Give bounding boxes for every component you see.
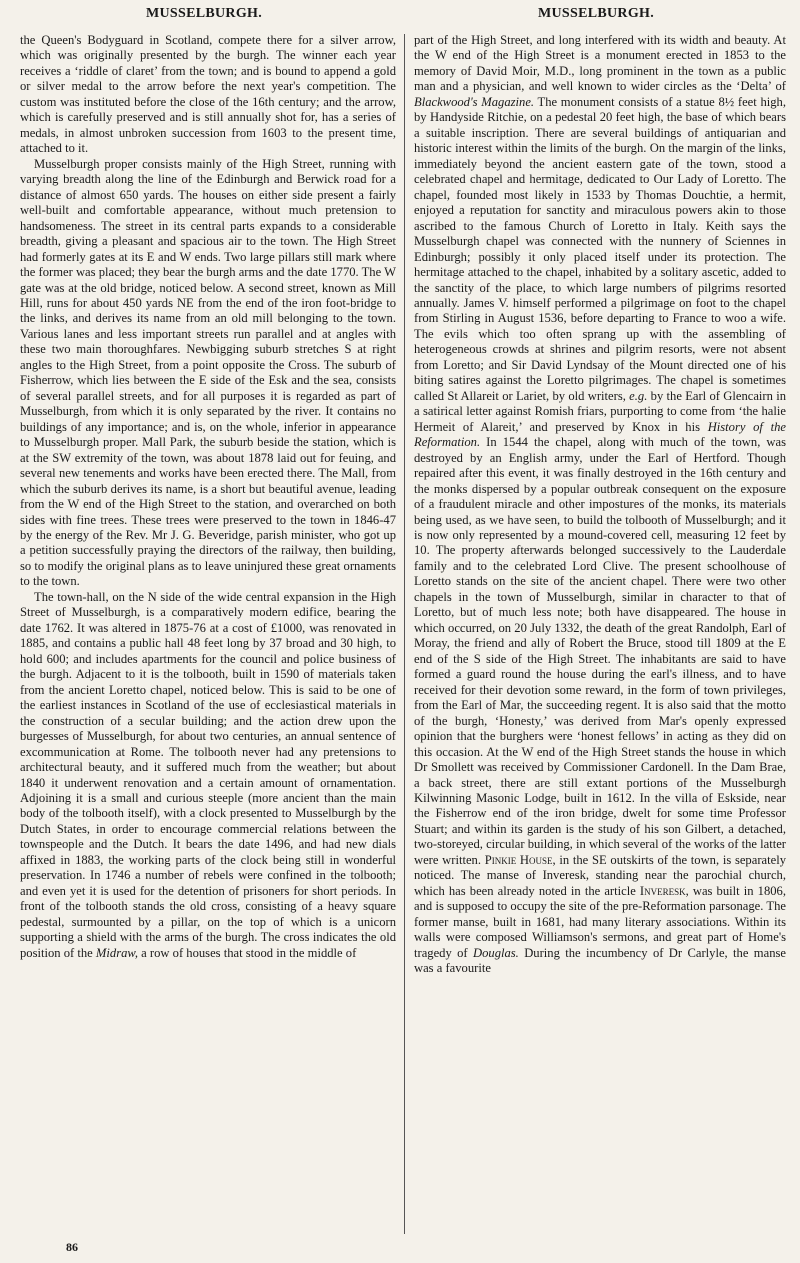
left-column [20, 33, 396, 1239]
page-number: 86 [66, 1240, 78, 1254]
paragraph: Musselburgh proper consists mainly of the High Street, running with varying breadth along the line of the Edinburgh and Berwick road for a distance of almost 650 yards. The houses on either side present a fairly well-built and comfortable appearance, without much pretension to handsomeness. The street in its central parts expands to a considerable breadth, giving a pleasant and spacious air to the town. The High Street had formerly gates at its E and W ends. Two large pillars still mark where the former was placed; they bear the burgh arms and the date 1770. The W gate was at the old bridge, noticed below. A second street, known as Mill Hill, runs for about 450 yards NE from the end of the iron foot-bridge to the links, and derives its name from an old mill belonging to the town. Various lanes and less important streets run parallel and at angles with these two main thoroughfares. Newbigging suburb stretches S at right angles to the High Street, from a point opposite the Cross. The suburb of Fisherrow, which lies between the E side of the Esk and the sea, consists of several parallel streets, and for all purposes it is regarded as part of Musselburgh, from which it is only separated by the river. It contains no buildings of any importance; and is, on the whole, inferior in appearance to Musselburgh proper. Mall Park, the suburb beside the station, which is at the SW extremity of the town, was about 1878 laid out for feuing, and several new tenements and works have been erected there. The Mall, from which the suburb derives its name, is a short but beautiful avenue, leading from the W end of the High Street to the station, and overarched on both sides with fine trees. These trees were preserved to the town in 1846-47 by the energy of the Rev. Mr J. G. Beveridge, parish minister, who got up a petition successfully praying the directors of the railway, then building, so to modify the original plans as to leave uninjured these great ornaments to the town. [20, 156, 396, 589]
paragraph-text: During the incumbency of Dr Carlyle, the manse was a favourite [414, 945, 786, 976]
small-caps-term: Inveresk, [639, 883, 689, 898]
column-divider [404, 34, 405, 1234]
small-caps-term: Pinkie House, [484, 852, 556, 867]
header-right-title: MUSSELBURGH. [538, 6, 655, 21]
italic-term: Midraw, [95, 945, 139, 960]
paragraph-text: by the Earl of Glencairn in a satirical letter against Romish friars, purporting to come from ‘the halie Hermeit of Alareit,’ and preserved by Knox in his [414, 388, 786, 434]
running-header [0, 6, 800, 28]
paragraph-text: part of the High Street, and long interfered with its width and beauty. At the W end of the High Street is a monument erected in 1853 to the memory of David Moir, M.D., long prominent in the town as a public man and a physician, and well known to wider circles as the ‘Delta’ of [414, 33, 786, 94]
paragraph-text: a row of houses that stood in the middle of [138, 945, 357, 960]
paragraph-text: The town-hall, on the N side of the wide central expansion in the High Street of Musselburgh, is a comparatively modern edifice, bearing the date 1762. It was altered in 1875-76 at a cost of £1000, was renovated in 1885, and contains a public hall 48 feet long by 37 broad and 30 high, to hold 600; and includes apartments for the council and police business of the burgh. Adjacent to it is the tolbooth, built in 1590 of materials taken from the ancient Loretto chapel, noticed below. This is said to be one of the earliest instances in Scotland of the use of ecclesiastical materials in the construction of a secular building; and the action drew upon the burgesses of Musselburgh, for about two centuries, an annual sentence of excommunication at Rome. The tolbooth never had any pretensions to architectural beauty, and it suffered much from the weather; but about 1840 it underwent renovation and a certain amount of ornamentation. Adjoining it is a small and curious steeple (more ancient than the main body of the tolbooth itself), with a clock presented to Musselburgh by the Dutch States, in order to encourage commercial relations between the townspeople and the Dutch. It bears the date 1496, and had new dials affixed in 1883, the working parts of the clock being still in wonderful preservation. In 1746 a number of rebels were confined in the tolbooth; and even yet it is used for the detention of prisoners for short periods. In front of the tolbooth stands the old cross, consisting of a heavy square pedestal, surmounted by a pillar, on the top of which is a unicorn supporting a shield with the arms of the burgh. The cross indicates the old position of the [20, 589, 396, 960]
paragraph-text: in the SE outskirts of the town, is separately noticed. The manse of Inveresk, standing near the parochial church, which has been already noted in the article [414, 852, 786, 898]
paragraph [414, 33, 786, 977]
right-column [414, 33, 786, 1239]
paragraph-text: was built in 1806, and is supposed to occupy the site of the pre-Reformation parsonage. The former manse, built in 1681, had many literary associations. Within its walls were composed Williamson's sermons, and great part of Home's tragedy of [414, 883, 786, 960]
paragraph-text: The monument consists of a statue 8½ feet high, by Handyside Ritchie, on a pedestal 20 feet high, the base of which bears a suitable inscription. There are several buildings of antiquarian and historic interest within the limits of the burgh. On the margin of the links, immediately beyond the ancient eastern gate of the town, stood a celebrated chapel and hermitage, dedicated to Our Lady of Loretto. The chapel, founded most likely in 1533 by Thomas Douchtie, a hermit, enjoyed a reputation for sanctity and miraculous powers akin to those ascribed to the famous Church of Loretto in Italy. Keith says the Musselburgh chapel was connected with the nunnery of Sciennes in Edinburgh; possibly it only placed itself under its protection. The hermitage attached to the chapel, inhabited by a solitary ascetic, added to the sanctity of the place, to which large numbers of pilgrims resorted annually. James V. himself performed a pilgrimage on foot to the chapel from Stirling in August 1536, before departing to France to woo a wife. The evils which too often sprang up with the assembling of heterogeneous crowds at shrines and pilgrim resorts, were not absent from Loretto; and Sir David Lyndsay of the Mount directed one of his biting satires against the Loretto pilgrimages. The chapel is sometimes called St Allareit or Lariet, by old writers, [414, 94, 786, 403]
italic-term: History of the Reformation. [414, 419, 786, 450]
italic-term: Blackwood's Magazine. [414, 94, 535, 109]
paragraph [20, 590, 396, 961]
italic-term: e.g. [629, 388, 648, 403]
italic-term: Douglas. [473, 945, 519, 960]
header-left-title: MUSSELBURGH. [146, 6, 263, 21]
paragraph-text: In 1544 the chapel, along with much of the town, was destroyed by an English army, under the Earl of Hertford. Though repaired after this event, it was finally destroyed in the 16th century and the monks dispersed by a popular outbreak consequent on the exposure of a fraudulent miracle and other impostures of the monks, its materials being used, as we have seen, to build the tolbooth of Musselburgh; and it is now only represented by a mound-covered cell, measuring 12 feet by 10. The property afterwards belonged successively to the Lauderdale family and to the celebrated Lord Clive. The present schoolhouse of Loretto stands on the site of the ancient chapel. There were two other chapels in the town of Musselburgh, similar in character to that of Loretto, but of much less note; both have disappeared. The house in which occurred, on 20 July 1332, the death of the great Randolph, Earl of Moray, the friend and ally of Robert the Bruce, stood till 1809 at the E end of the S side of the High Street. The inhabitants are said to have formed a guard round the house during the earl's illness, and to have received for their devotion some reward, in the form of town privileges, from the Earl of Mar, the succeeding regent. It is also said that the motto of the burgh, ‘Honesty,’ was derived from Mar's openly expressed opinion that the burghers were ‘honest fellows’ in acting as they did on this occasion. At the W end of the High Street stands the house in which Dr Smollett was received by Commissioner Cardonell. In the Dam Brae, a back street, there are still extant portions of the Musselburgh Kilwinning Masonic Lodge, built in 1612. In the villa of Eskside, near the Fisherrow end of the iron bridge, dwelt for some time Professor Stuart; and within its garden is the study of his son Gilbert, a detached, two-storeyed, circular building, in which several of the works of the latter were written. [414, 435, 786, 867]
paragraph: the Queen's Bodyguard in Scotland, compete there for a silver arrow, which was originally presented by the burgh. The winner each year receives a ‘riddle of claret’ from the town; and is bound to append a gold or silver medal to the arrow before the next year's competition. The custom was instituted before the close of the 16th century; and the arrow, which is carefully preserved and is still annually shot for, has a series of medals, in almost unbroken succession from 1603 to the present time, attached to it. [20, 33, 396, 156]
